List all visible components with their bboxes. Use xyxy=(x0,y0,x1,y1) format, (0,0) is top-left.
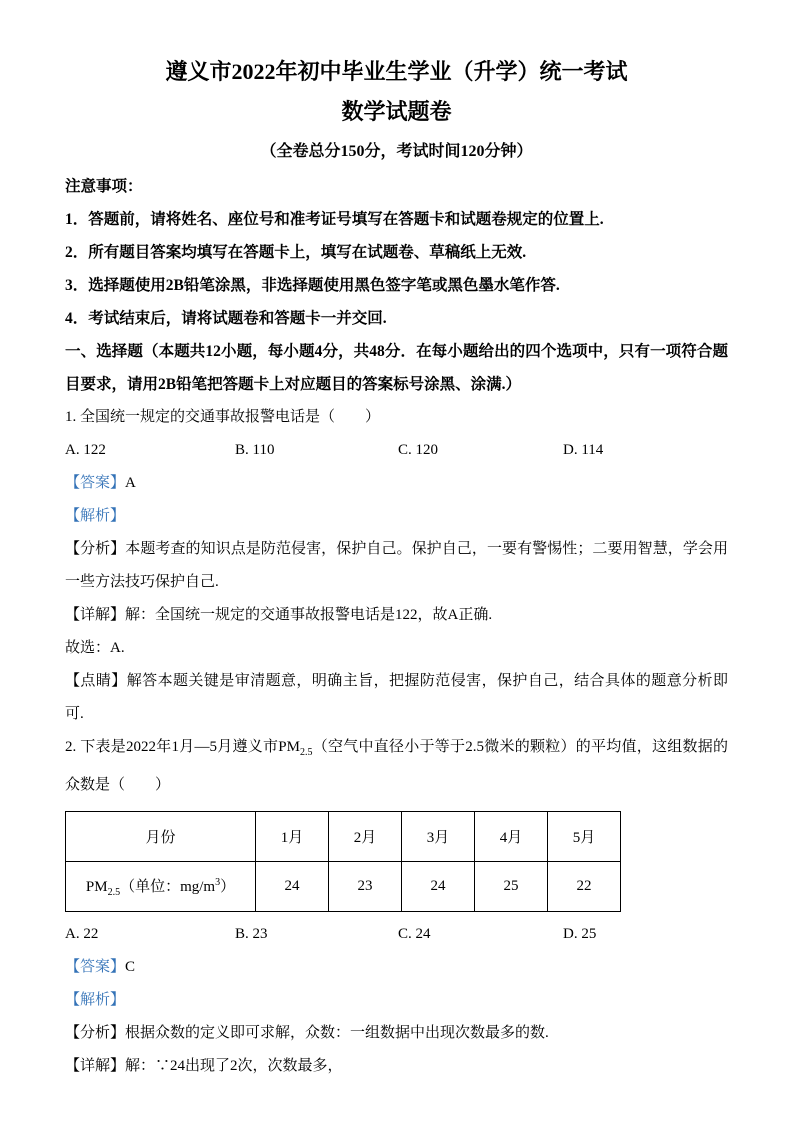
section-heading: 一、选择题（本题共12小题，每小题4分，共48分．在每小题给出的四个选项中，只有一项符合题目要求，请用2B铅笔把答题卡上对应题目的答案标号涂黑、涂满.） xyxy=(65,343,728,393)
q2-detail-text: 【详解】解：∵24出现了2次，次数最多， xyxy=(65,1058,343,1074)
table-header-apr: 4月 xyxy=(475,812,548,862)
notice-item-4: 4．考试结束后，请将试题卷和答题卡一并交回. xyxy=(65,310,387,327)
q1-answer-value: A xyxy=(125,475,136,491)
table-header-row xyxy=(66,812,621,862)
pm-label-superscript: 3 xyxy=(215,877,221,888)
table-row-label xyxy=(66,862,256,912)
table-value-row xyxy=(66,862,621,912)
question-2-stem xyxy=(65,731,728,802)
q2-stem-part1: 2. 下表是2022年1月—5月遵义市PM xyxy=(65,739,300,755)
q1-analysis-text: 【分析】本题考查的知识点是防范侵害，保护自己。保护自己，一要有警惕性；二要用智慧，学会用一些方法技巧保护自己. xyxy=(65,541,728,590)
pm-label-unit: （单位：mg/m xyxy=(120,879,216,895)
pm25-data-table xyxy=(65,811,621,912)
q1-option-d: D. 114 xyxy=(563,442,604,458)
q2-option-b: B. 23 xyxy=(235,926,268,942)
q2-analysis-heading xyxy=(65,984,728,1017)
pm-label-subscript: 2.5 xyxy=(107,887,121,898)
q1-analysis-heading xyxy=(65,500,728,533)
q2-analysis-label: 【解析】 xyxy=(65,992,126,1008)
q2-stem-part2: （空气中直径小于等于2.5微米的颗粒）的平均值，这组数据的众数是（ ） xyxy=(65,739,728,793)
q2-answer-label: 【答案】 xyxy=(65,959,126,975)
table-header-may: 5月 xyxy=(548,812,621,862)
q1-answer-line xyxy=(65,467,728,500)
pm-label-main: PM xyxy=(85,879,108,895)
notice-item-1: 1．答题前，请将姓名、座位号和准考证号填写在答题卡和试题卷规定的位置上. xyxy=(65,211,604,228)
exam-title: 遵义市2022年初中毕业生学业（升学）统一考试 xyxy=(165,59,628,84)
q1-tip-text: 【点睛】解答本题关键是审清题意，明确主旨，把握防范侵害，保护自己，结合具体的题意分析即可. xyxy=(65,673,728,722)
q1-analysis-label: 【解析】 xyxy=(65,508,126,524)
notice-item-2: 2．所有题目答案均填写在答题卡上，填写在试题卷、草稿纸上无效. xyxy=(65,244,527,261)
q1-answer-label: 【答案】 xyxy=(65,475,126,491)
question-2-options xyxy=(65,918,728,951)
q2-option-c: C. 24 xyxy=(398,926,431,942)
q1-option-a: A. 122 xyxy=(65,442,106,458)
q2-answer-value: C xyxy=(125,959,136,975)
q1-conclusion: 故选：A. xyxy=(65,640,125,656)
pm-label-close: ） xyxy=(220,879,236,895)
table-value-jan: 24 xyxy=(256,862,329,912)
q1-option-c: C. 120 xyxy=(398,442,439,458)
exam-info: （全卷总分150分，考试时间120分钟） xyxy=(260,143,533,160)
table-header-month: 月份 xyxy=(66,812,256,862)
table-value-feb: 23 xyxy=(329,862,402,912)
q2-option-a: A. 22 xyxy=(65,926,99,942)
exam-subject-title: 数学试题卷 xyxy=(341,99,452,124)
notice-item-3: 3．选择题使用2B铅笔涂黑，非选择题使用黑色签字笔或黑色墨水笔作答. xyxy=(65,277,560,294)
question-1-stem: 1. 全国统一规定的交通事故报警电话是（ ） xyxy=(65,409,381,425)
q2-analysis-text: 【分析】根据众数的定义即可求解，众数：一组数据中出现次数最多的数. xyxy=(65,1025,549,1041)
table-value-may: 22 xyxy=(548,862,621,912)
table-header-jan: 1月 xyxy=(256,812,329,862)
q2-answer-line xyxy=(65,951,728,984)
table-header-feb: 2月 xyxy=(329,812,402,862)
table-value-mar: 24 xyxy=(402,862,475,912)
q1-option-b: B. 110 xyxy=(235,442,275,458)
q1-detail-text: 【详解】解：全国统一规定的交通事故报警电话是122，故A正确. xyxy=(65,607,493,623)
question-1-options xyxy=(65,434,728,467)
q2-option-d: D. 25 xyxy=(563,926,597,942)
q2-stem-subscript: 2.5 xyxy=(299,747,313,758)
table-header-mar: 3月 xyxy=(402,812,475,862)
table-value-apr: 25 xyxy=(475,862,548,912)
notice-heading: 注意事项： xyxy=(65,178,143,195)
